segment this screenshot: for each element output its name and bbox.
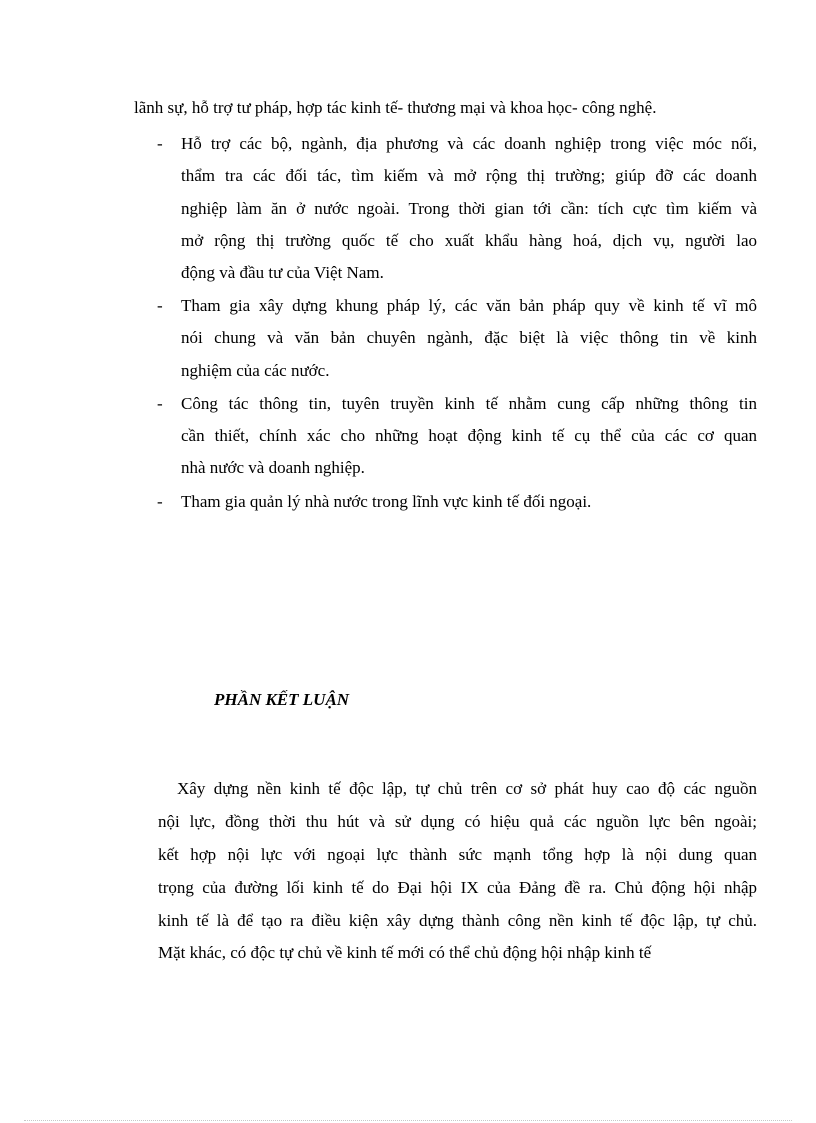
conclusion-line-2: nội lực, đồng thời thu hút và sử dụng có hiệu quả các nguồn lực bên ngoài; <box>158 812 757 831</box>
conclusion-line-6: Mặt khác, có độc tự chủ về kinh tế mới có thể chủ động hội nhập kinh tế <box>158 943 652 962</box>
bullet-1-line-1: Hỗ trợ các bộ, ngành, địa phương và các doanh nghiệp trong việc móc nối, <box>181 134 757 153</box>
bullet-1-line-5: động và đầu tư của Việt Nam. <box>181 263 384 282</box>
bullet-3-line-3: nhà nước và doanh nghiệp. <box>181 458 365 477</box>
bullet-1-line-3: nghiệp làm ăn ở nước ngoài. Trong thời gian tới cần: tích cực tìm kiếm và <box>181 199 757 218</box>
bullet-1-line-4: mở rộng thị trường quốc tế cho xuất khẩu hàng hoá, dịch vụ, người lao <box>181 231 757 250</box>
bullet-marker: - <box>157 492 163 511</box>
bullet-marker: - <box>157 134 163 153</box>
page-bottom-rule <box>24 1120 792 1121</box>
conclusion-line-4: trọng của đường lối kinh tế do Đại hội IX của Đảng đề ra. Chủ động hội nhập <box>158 878 757 897</box>
bullet-2-line-1: Tham gia xây dựng khung pháp lý, các văn bản pháp quy về kinh tế vĩ mô <box>181 296 757 315</box>
bullet-4-line-1: Tham gia quản lý nhà nước trong lĩnh vực kinh tế đối ngoại. <box>181 492 592 511</box>
conclusion-line-1: Xây dựng nền kinh tế độc lập, tự chủ trên cơ sở phát huy cao độ các nguồn <box>177 779 757 798</box>
bullet-2-line-2: nói chung và văn bản chuyên ngành, đặc biệt là việc thông tin về kinh <box>181 328 757 347</box>
conclusion-line-3: kết hợp nội lực với ngoại lực thành sức mạnh tổng hợp là nội dung quan <box>158 845 757 864</box>
bullet-marker: - <box>157 394 163 413</box>
bullet-2-line-3: nghiệm của các nước. <box>181 361 330 380</box>
bullet-3-line-1: Công tác thông tin, tuyên truyền kinh tế nhằm cung cấp những thông tin <box>181 394 757 413</box>
bullet-1-line-2: thẩm tra các đối tác, tìm kiếm và mở rộng thị trường; giúp đỡ các doanh <box>181 166 757 185</box>
bullet-3-line-2: cần thiết, chính xác cho những hoạt động kinh tế cụ thể của các cơ quan <box>181 426 757 445</box>
bullet-marker: - <box>157 296 163 315</box>
conclusion-heading: PHẦN KẾT LUẬN <box>214 690 350 709</box>
conclusion-line-5: kinh tế là để tạo ra điều kiện xây dựng thành công nền kinh tế độc lập, tự chủ. <box>158 911 757 930</box>
intro-line: lãnh sự, hỗ trợ tư pháp, hợp tác kinh tế- thương mại và khoa học- công nghệ. <box>134 98 657 117</box>
